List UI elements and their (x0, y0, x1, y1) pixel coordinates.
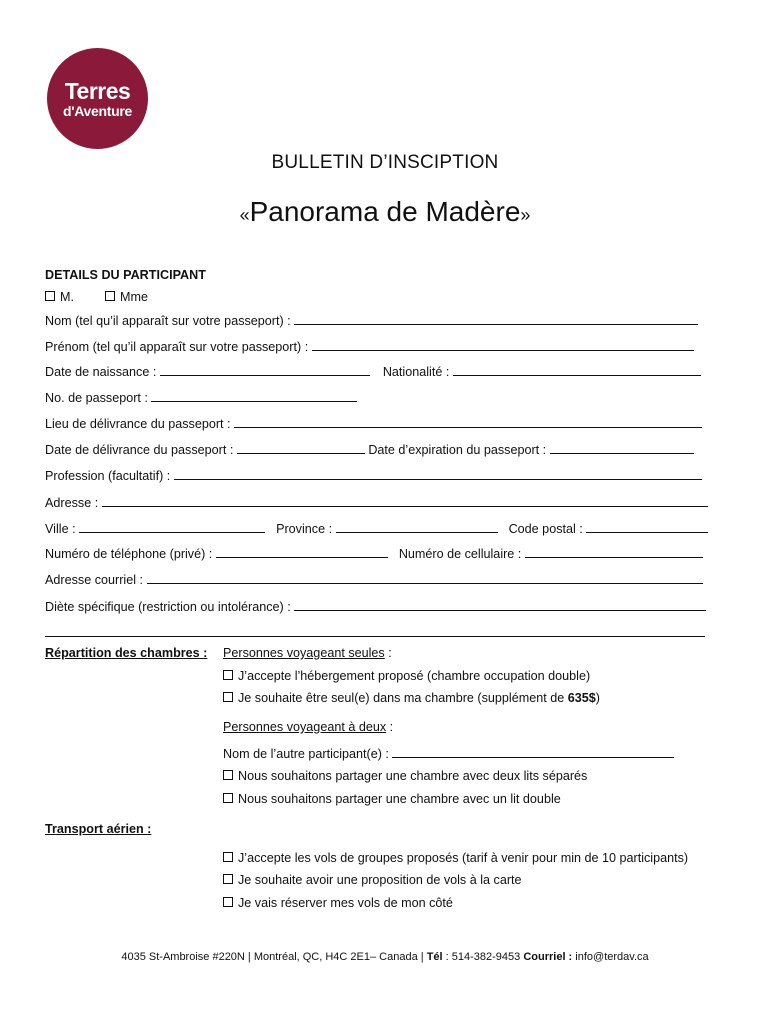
flight-option-2 (223, 872, 522, 888)
duo-other-label: Nom de l’autre participant(e) : (223, 747, 389, 761)
checkbox-mme[interactable] (105, 291, 115, 301)
tel-prive-field[interactable] (216, 545, 388, 558)
duo-heading-text: Personnes voyageant à deux (223, 720, 387, 734)
delivrance-field[interactable] (237, 441, 365, 454)
duo-option-1 (223, 768, 587, 784)
nom-field[interactable] (294, 312, 698, 325)
salutation-row (45, 289, 148, 305)
checkbox-flight-1[interactable] (223, 852, 233, 862)
ville-field[interactable] (79, 520, 265, 533)
solo-option-1 (223, 668, 590, 684)
cellulaire-label: Numéro de cellulaire : (398, 547, 522, 561)
adresse-field[interactable] (102, 494, 708, 507)
profession-field[interactable] (174, 467, 702, 480)
solo-option-1-label: J’accepte l’hébergement proposé (chambre occupation double) (238, 669, 591, 683)
passeport-field[interactable] (151, 389, 357, 402)
code-postal-field[interactable] (586, 520, 708, 533)
flight-option-3-label: Je vais réserver mes vols de mon côté (238, 896, 453, 910)
ville-label: Ville : (45, 522, 76, 536)
solo-heading-text: Personnes voyageant seules (223, 646, 385, 660)
logo-line-1: Terres (64, 77, 131, 104)
footer-tel-label: Tél (426, 951, 443, 963)
footer-tel: : 514-382-9453 (442, 951, 524, 963)
flight-option-1-label: J’accepte les vols de groupes proposés (tarif à venir pour min de 10 participants) (238, 851, 689, 865)
passeport-row (45, 389, 357, 406)
delivrance-label: Date de délivrance du passeport : (45, 443, 234, 457)
adresse-row (45, 494, 708, 511)
lieu-label: Lieu de délivrance du passeport : (45, 417, 231, 431)
profession-label: Profession (facultatif) : (45, 469, 171, 483)
diete-field-2[interactable] (45, 624, 705, 637)
quote-open: « (239, 205, 250, 225)
duo-option-2-label: Nous souhaitons partager une chambre avec un lit double (238, 792, 561, 806)
duo-heading (223, 719, 393, 735)
lieu-row (45, 415, 702, 432)
checkbox-solo-2[interactable] (223, 692, 233, 702)
terres-daventure-logo (47, 48, 148, 149)
profession-row (45, 467, 702, 484)
duo-other-row (223, 745, 674, 762)
diete-label: Diète spécifique (restriction ou intolérance) : (45, 600, 291, 614)
prenom-label: Prénom (tel qu’il apparaît sur votre passeport) : (45, 340, 309, 354)
supplement-amount: 635$ (567, 691, 596, 705)
rooms-title: Répartition des chambres : (45, 646, 208, 660)
logo-line-2: d'Aventure (62, 102, 133, 119)
label-mme: Mme (120, 290, 148, 304)
diete-field[interactable] (294, 598, 706, 611)
telephone-row (45, 545, 703, 562)
diete-row-2 (45, 624, 705, 641)
naissance-field[interactable] (160, 363, 370, 376)
footer-contact (0, 951, 770, 963)
expiration-field[interactable] (550, 441, 694, 454)
checkbox-duo-1[interactable] (223, 770, 233, 780)
province-field[interactable] (336, 520, 498, 533)
solo-heading-colon: : (384, 646, 392, 660)
quote-close: » (520, 205, 531, 225)
naissance-label: Date de naissance : (45, 365, 157, 379)
adresse-label: Adresse : (45, 496, 99, 510)
duo-option-1-label: Nous souhaitons partager une chambre avec deux lits séparés (238, 769, 588, 783)
flight-option-3 (223, 895, 453, 911)
solo-option-2 (223, 690, 600, 706)
duo-heading-colon: : (386, 720, 394, 734)
expiration-label: Date d’expiration du passeport : (368, 443, 547, 457)
courriel-label: Adresse courriel : (45, 573, 143, 587)
dates-row (45, 441, 694, 458)
solo-heading (223, 645, 392, 661)
checkbox-solo-1[interactable] (223, 670, 233, 680)
flight-option-2-label: Je souhaite avoir une proposition de vols à la carte (238, 873, 522, 887)
province-label: Province : (276, 522, 333, 536)
form-subtitle: BULLETIN D’INSCIPTION (271, 152, 499, 173)
duo-option-2 (223, 791, 561, 807)
checkbox-duo-2[interactable] (223, 793, 233, 803)
nom-row (45, 312, 698, 329)
solo-option-2-suffix: ) (595, 691, 600, 705)
trip-name: Panorama de Madère (249, 196, 521, 227)
checkbox-flight-3[interactable] (223, 897, 233, 907)
naissance-row (45, 363, 701, 380)
footer-mail-label: Courriel : (523, 951, 573, 963)
tel-prive-label: Numéro de téléphone (privé) : (45, 547, 213, 561)
checkbox-flight-2[interactable] (223, 874, 233, 884)
flight-option-1 (223, 850, 688, 866)
nationalite-label: Nationalité : (382, 365, 450, 379)
nationalite-field[interactable] (453, 363, 701, 376)
label-m: M. (60, 290, 74, 304)
section-title-participant: DETAILS DU PARTICIPANT (45, 268, 206, 282)
nom-label: Nom (tel qu’il apparaît sur votre passeport) : (45, 314, 291, 328)
solo-option-2-prefix: Je souhaite être seul(e) dans ma chambre (supplément de (238, 691, 568, 705)
ville-row (45, 520, 708, 537)
passeport-label: No. de passeport : (45, 391, 148, 405)
courriel-row (45, 571, 703, 588)
prenom-row (45, 338, 694, 355)
cellulaire-field[interactable] (525, 545, 703, 558)
prenom-field[interactable] (312, 338, 694, 351)
footer-mail: info@terdav.ca (572, 951, 649, 963)
footer-address: 4035 St-Ambroise #220N | Montréal, QC, H4C 2E1– Canada | (121, 951, 427, 963)
diete-row (45, 598, 706, 615)
lieu-field[interactable] (234, 415, 702, 428)
code-postal-label: Code postal : (508, 522, 583, 536)
flights-title: Transport aérien : (45, 822, 152, 836)
duo-other-field[interactable] (392, 745, 674, 758)
trip-title (0, 196, 770, 228)
checkbox-m[interactable] (45, 291, 55, 301)
courriel-field[interactable] (147, 571, 703, 584)
